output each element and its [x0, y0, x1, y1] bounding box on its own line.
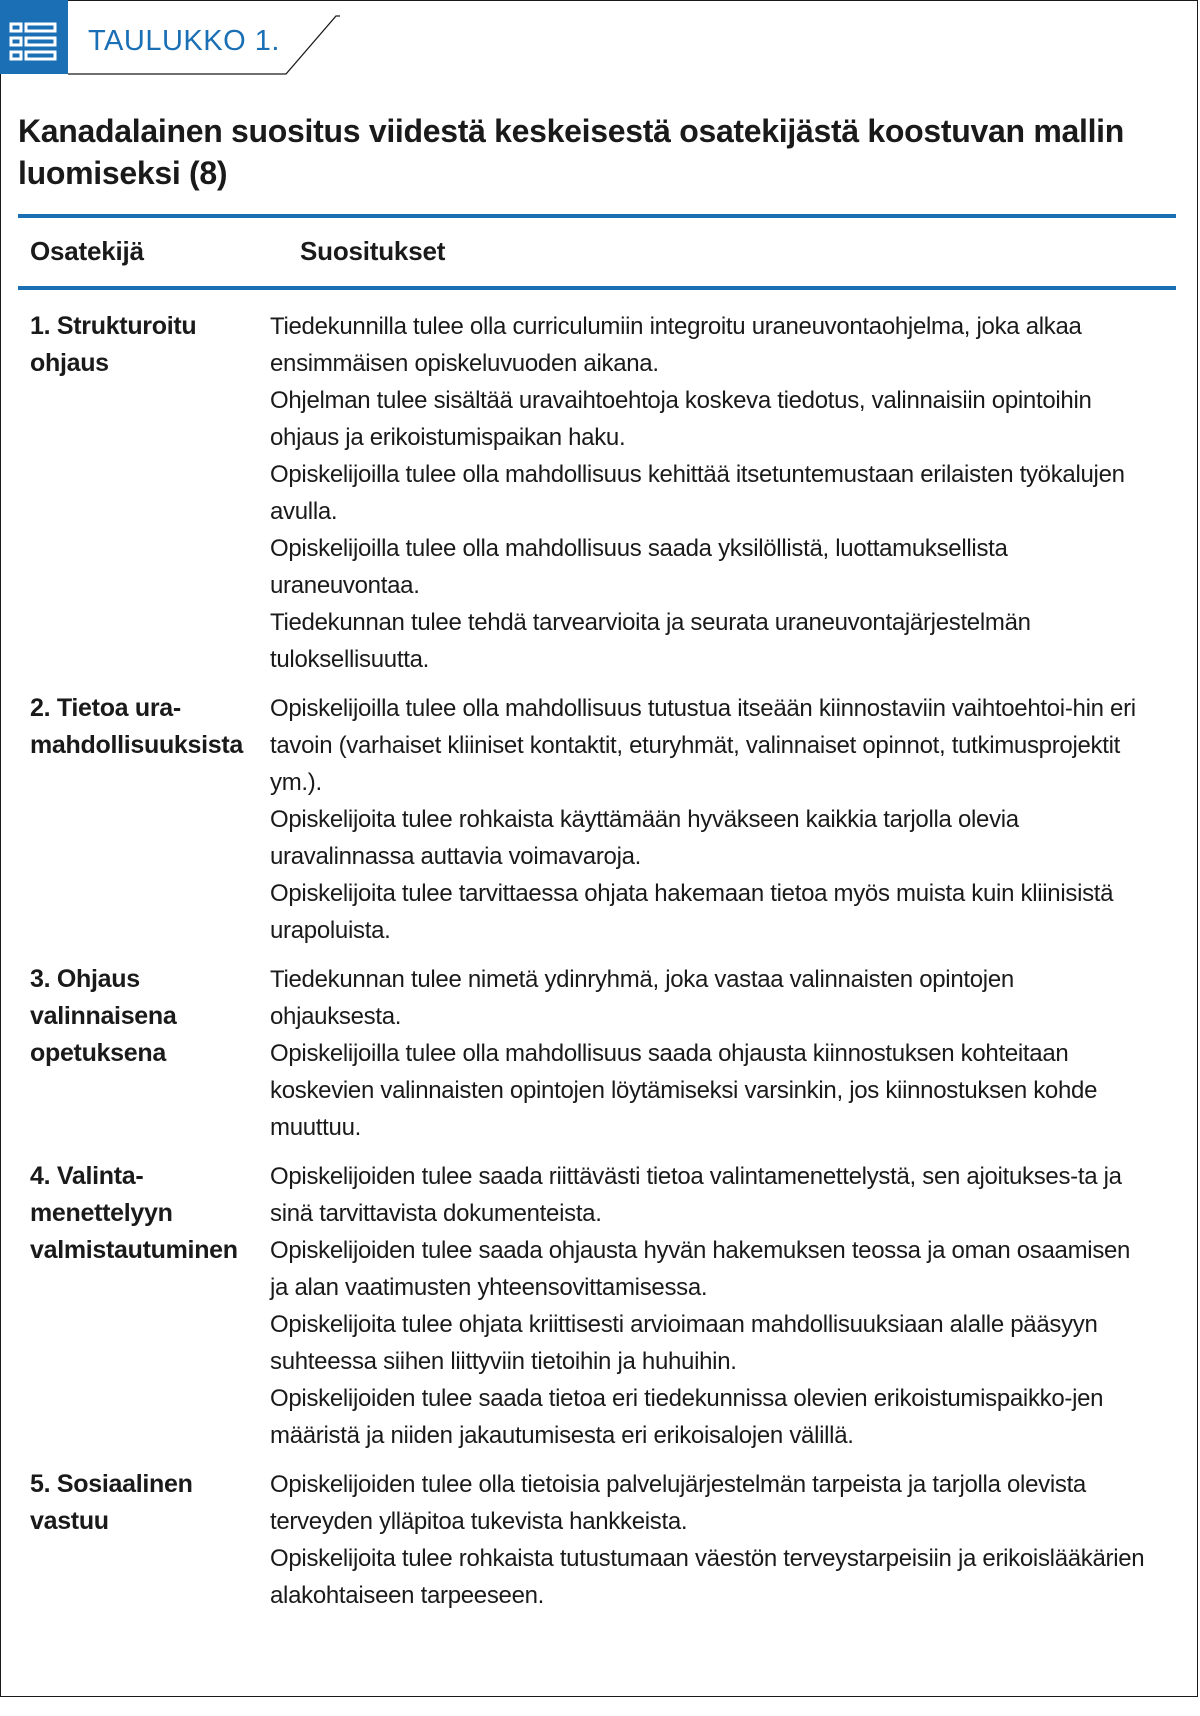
recommendation-text: Opiskelijoita tulee ohjata kriittisesti arvioimaan mahdollisuuksiaan alalle pääsyyn suhteessa siihen liittyviin tietoihin ja huhuihin.	[270, 1311, 1098, 1375]
recommendation-text: Tiedekunnan tulee tehdä tarvearvioita ja seurata uraneuvontajärjestelmän tuloksellisuutta.	[270, 609, 1031, 673]
recommendation-text: Tiedekunnan tulee nimetä ydinryhmä, joka vastaa valinnaisten opintojen ohjauksesta.	[270, 966, 1014, 1030]
factor-cell	[0, 308, 270, 382]
table-row	[0, 1466, 1200, 1614]
recommendations-cell	[270, 1466, 1150, 1614]
recommendation-text: Opiskelijoilla tulee olla mahdollisuus kehittää itsetuntemustaan erilaisten työkalujen avulla.	[270, 461, 1125, 525]
factor-cell	[0, 961, 270, 1072]
table-body	[0, 308, 1200, 1626]
recommendation-text: Opiskelijoilla tulee olla mahdollisuus saada yksilöllistä, luottamuksellista uraneuvontaa.	[270, 535, 1008, 599]
header-rule-top	[18, 214, 1176, 218]
recommendation-text: Opiskelijoilla tulee olla mahdollisuus saada ohjausta kiinnostuksen kohteitaan koskevien valinnaisten opintojen löytämiseksi varsinkin, jos kiinnostuksen kohde muuttuu.	[270, 1040, 1098, 1141]
factor-cell	[0, 1158, 270, 1269]
table-list-icon	[8, 21, 58, 63]
factor-line: 2. Tietoa ura-	[30, 694, 181, 722]
header-rule-bottom	[18, 286, 1176, 290]
table-row	[0, 1158, 1200, 1454]
factor-line: mahdollisuuksista	[30, 731, 244, 759]
factor-line: 5. Sosiaalinen vastuu	[30, 1470, 193, 1535]
column-header-factor: Osatekijä	[30, 236, 144, 266]
recommendation-text: Opiskelijoiden tulee olla tietoisia palvelujärjestelmän tarpeista ja tarjolla olevista terveyden ylläpitoa tukevista hankkeista.	[270, 1471, 1086, 1535]
recommendation-text: Opiskelijoita tulee rohkaista tutustumaan väestön terveystarpeisiin ja erikoislääkärien alakohtaiseen tarpeeseen.	[270, 1545, 1145, 1609]
recommendation-text: Tiedekunnilla tulee olla curriculumiin integroitu uraneuvontaohjelma, joka alkaa ensimmäisen opiskeluvuoden aikana.	[270, 313, 1082, 377]
recommendation-text: Opiskelijoiden tulee saada ohjausta hyvän hakemuksen teossa ja oman osaamisen ja alan vaatimusten yhteensovittamisessa.	[270, 1237, 1131, 1301]
factor-cell	[0, 690, 270, 764]
recommendation-text: Opiskelijoiden tulee saada tietoa eri tiedekunnissa olevien erikoistumispaikko-jen määristä ja niiden jakautumisesta eri erikoisalojen välillä.	[270, 1385, 1104, 1449]
column-header-recommendations: Suositukset	[300, 236, 446, 266]
table-number-label: TAULUKKO 1.	[88, 25, 280, 57]
recommendation-text: Opiskelijoiden tulee saada riittävästi tietoa valintamenettelystä, sen ajoitukses-ta ja sinä tarvittavista dokumenteista.	[270, 1163, 1122, 1227]
table-row	[0, 961, 1200, 1146]
table-row	[0, 308, 1200, 678]
factor-cell	[0, 1466, 270, 1540]
recommendations-cell	[270, 961, 1150, 1146]
factor-line: 1. Strukturoitu	[30, 312, 197, 340]
factor-line: valmistautuminen	[30, 1236, 238, 1264]
recommendations-cell	[270, 1158, 1150, 1454]
factor-line: opetuksena	[30, 1039, 166, 1067]
recommendation-text: Opiskelijoilla tulee olla mahdollisuus tutustua itseään kiinnostaviin vaihtoehtoi-hin eri tavoin (varhaiset kliiniset kontaktit, eturyhmät, valinnaiset opinnot, tutkimusprojektit ym.).	[270, 695, 1136, 796]
factor-line: 4. Valinta-	[30, 1162, 144, 1190]
recommendations-cell	[270, 308, 1150, 678]
factor-line: menettelyyn	[30, 1199, 173, 1227]
table-row	[0, 690, 1200, 949]
recommendation-text: Opiskelijoita tulee tarvittaessa ohjata hakemaan tietoa myös muista kuin kliinisistä urapoluista.	[270, 880, 1114, 944]
recommendation-text: Opiskelijoita tulee rohkaista käyttämään hyväkseen kaikkia tarjolla olevia uravalinnassa auttavia voimavaroja.	[270, 806, 1019, 870]
factor-line: 3. Ohjaus	[30, 965, 140, 993]
recommendation-text: Ohjelman tulee sisältää uravaihtoehtoja koskeva tiedotus, valinnaisiin opintoihin ohjaus ja erikoistumispaikan haku.	[270, 387, 1092, 451]
recommendations-cell	[270, 690, 1150, 949]
factor-line: valinnaisena	[30, 1002, 177, 1030]
table-title: Kanadalainen suositus viidestä keskeisestä osatekijästä koostuvan mallin luomiseksi (8)	[18, 113, 1124, 191]
factor-line: ohjaus	[30, 349, 109, 377]
